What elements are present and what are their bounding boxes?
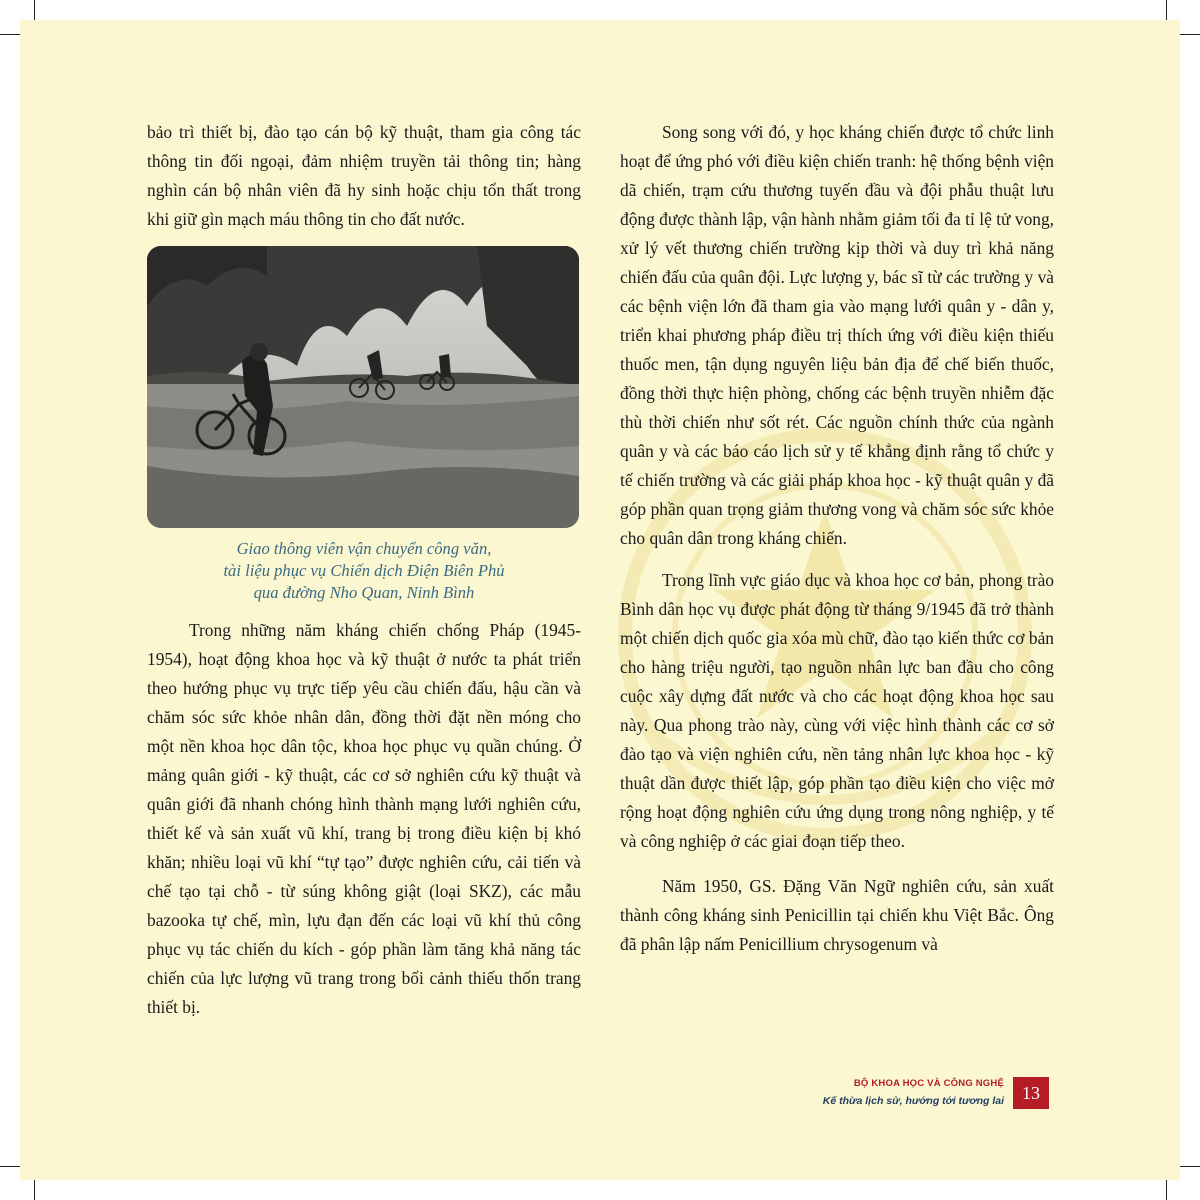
crop-mark — [1180, 1166, 1200, 1167]
right-column — [620, 118, 1054, 959]
left-paragraph-2: Trong những năm kháng chiến chống Pháp (1945-1954), hoạt động khoa học và kỹ thuật ở nước ta phát triển theo hướng phục vụ trực tiếp yêu cầu chiến đấu, hậu cần và chăm sóc sức khỏe nhân dân, đồng thời đặt nền móng cho một nền khoa học dân tộc, khoa học phục vụ quần chúng. Ở mảng quân giới - kỹ thuật, các cơ sở nghiên cứu kỹ thuật và quân giới đã nhanh chóng hình thành mạng lưới nghiên cứu, thiết kế và sản xuất vũ khí, trang bị trong điều kiện bị khó khăn; nhiều loại vũ khí “tự tạo” được nghiên cứu, cải tiến và chế tạo tại chỗ - từ súng không giật (loại SKZ), các mẫu bazooka tự chế, mìn, lựu đạn đến các loại vũ khí thủ công phục vụ tác chiến du kích - góp phần làm tăng khả năng tác chiến của lực lượng vũ trang trong bối cảnh thiếu thốn trang thiết bị. — [147, 620, 581, 1017]
crop-mark — [34, 1180, 35, 1200]
left-column — [147, 118, 581, 1022]
crop-mark — [0, 34, 20, 35]
crop-mark — [1166, 1180, 1167, 1200]
right-paragraph-1: Song song với đó, y học kháng chiến được tổ chức linh hoạt để ứng phó với điều kiện chiến tranh: hệ thống bệnh viện dã chiến, trạm cứu thương tuyến đầu và đội phẫu thuật lưu động được thành lập, vận hành nhằm giảm tối đa tỉ lệ tử vong, xử lý vết thương chiến trường kịp thời và duy trì khả năng chiến đấu của quân đội. Lực lượng y, bác sĩ từ các trường y và các bệnh viện lớn đã tham gia vào mạng lưới quân y - dân y, triển khai phương pháp điều trị thích ứng với điều kiện thiếu thuốc men, tận dụng nguyên liệu bản địa để chế biến thuốc, đồng thời thực hiện phòng, chống các bệnh truyền nhiễm đặc thù thời chiến như sốt rét. Các nguồn chính thức của ngành quân y và các báo cáo lịch sử y tế khẳng định rằng tổ chức y tế chiến trường và các giải pháp khoa học - kỹ thuật quân y đã góp phần quan trọng giảm thương vong và chăm sóc sức khỏe cho quân dân trong kháng chiến. — [620, 122, 1054, 548]
right-paragraph-2: Trong lĩnh vực giáo dục và khoa học cơ bản, phong trào Bình dân học vụ được phát động từ tháng 9/1945 đã trở thành một chiến dịch quốc gia xóa mù chữ, đào tạo kiến thức cơ bản cho hàng triệu người, tạo nguồn nhân lực ban đầu cho công cuộc xây dựng đất nước và cho các hoạt động khoa học sau này. Qua phong trào này, cùng với việc hình thành các cơ sở đào tạo và viện nghiên cứu, nền tảng nhân lực khoa học - kỹ thuật dần được thiết lập, góp phần tạo điều kiện cho việc mở rộng hoạt động nghiên cứu ứng dụng trong nông nghiệp, y tế và công nghiệp ở các giai đoạn tiếp theo. — [620, 570, 1054, 851]
page-number: 13 — [1013, 1077, 1049, 1109]
crop-mark — [0, 1166, 20, 1167]
crop-mark — [1180, 34, 1200, 35]
right-paragraph-3: Năm 1950, GS. Đặng Văn Ngữ nghiên cứu, sản xuất thành công kháng sinh Penicillin tại chiến khu Việt Bắc. Ông đã phân lập nấm Penicillium chrysogenum và — [620, 876, 1054, 954]
caption-line: Giao thông viên vận chuyển công văn, — [236, 539, 492, 558]
footer-slogan: Kế thừa lịch sử, hướng tới tương lai — [822, 1095, 1004, 1107]
crop-mark — [1166, 0, 1167, 20]
left-paragraph-1: bảo trì thiết bị, đào tạo cán bộ kỹ thuật, tham gia công tác thông tin đối ngoại, đảm nhiệm truyền tải thông tin; hàng nghìn cán bộ nhân viên đã hy sinh hoặc chịu tổn thất trong khi giữ gìn mạch máu thông tin cho đất nước. — [147, 122, 581, 229]
crop-mark — [34, 0, 35, 20]
footer-organization: BỘ KHOA HỌC VÀ CÔNG NGHỆ — [853, 1078, 1004, 1089]
historical-photo — [147, 246, 579, 528]
caption-line: tài liệu phục vụ Chiến dịch Điện Biên Phủ — [223, 561, 505, 580]
caption-line: qua đường Nho Quan, Ninh Bình — [253, 583, 475, 602]
photo-caption — [147, 538, 581, 604]
bicycle-river-photo-image — [147, 246, 579, 528]
